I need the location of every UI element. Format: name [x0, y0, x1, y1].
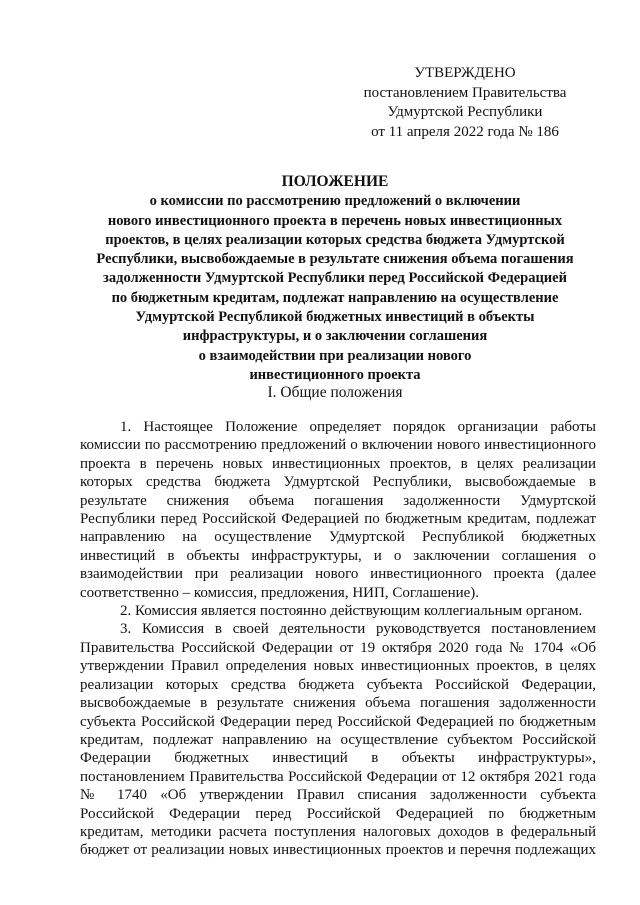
text-line: постановлением Правительства Российской Федерации от 12 октября 2021 года [80, 768, 596, 785]
title-line: Удмуртской Республикой бюджетных инвестиций в объекты [135, 309, 535, 326]
title-line: инфраструктуры, и о заключении соглашения [182, 328, 488, 345]
document-body [80, 418, 596, 860]
text-line: 2. Комиссия является постоянно действующим коллегиальным органом. [120, 603, 583, 620]
text-line: 1. Настоящее Положение определяет порядок организации работы [120, 419, 596, 435]
text-line: бюджет от реализации новых инвестиционных проектов и перечня подлежащих [80, 842, 596, 859]
text-line: реализации которых средства бюджета субъекта Российской Федерации, [80, 676, 596, 693]
text-line: результате снижения объема погашения задолженности Удмуртской [80, 492, 596, 509]
approval-line: Удмуртской Республики [387, 104, 543, 120]
text-line: соответственно – комиссия, предложения, НИП, Соглашение). [80, 584, 480, 601]
title-line: инвестиционного проекта [249, 366, 421, 383]
text-line: высвобождаемые в результате снижения объема погашения задолженности [80, 695, 596, 712]
text-line: Российской Федерации перед Российской Федерацией по бюджетным [80, 805, 596, 822]
title-line: по бюджетным кредитам, подлежат направлению на осуществление [111, 289, 559, 306]
text-line: утверждении Правил определения новых инвестиционных проектов, в целях [80, 658, 596, 675]
text-line: Федерации бюджетных инвестиций в объекты инфраструктуры», [80, 750, 596, 767]
title-heading: ПОЛОЖЕНИЕ [281, 173, 389, 190]
paragraph-1 [80, 418, 596, 602]
title-line: Республики, высвобождаемые в результате снижения объема погашения [96, 251, 574, 268]
text-line: субъекта Российской Федерации перед Российской Федерацией по бюджетным [80, 713, 596, 730]
title-line: нового инвестиционного проекта в перечень новых инвестиционных [107, 212, 563, 229]
text-line: комиссии по рассмотрению предложений о включении нового инвестиционного [80, 437, 596, 454]
text-line: инвестиций в объекты инфраструктуры, и о заключении соглашения о [80, 547, 596, 564]
text-line: взаимодействии при реализации нового инвестиционного проекта (далее [80, 566, 596, 583]
text-line: Республики перед Российской Федерацией по бюджетным кредитам, подлежат [80, 511, 596, 528]
title-line: о взаимодействии при реализации нового [198, 347, 472, 364]
text-line: Правительства Российской Федерации от 19 октября 2020 года № 1704 «Об [80, 639, 596, 656]
title-line: задолженности Удмуртской Республики перед Российской Федерацией [103, 270, 567, 287]
paragraph-3 [80, 620, 596, 859]
text-line: проекта в перечень новых инвестиционных проектов, в целях реализации [80, 455, 596, 472]
paragraph-2 [80, 602, 596, 620]
text-line: кредитам, подлежат направлению на осуществление субъектом Российской [80, 731, 596, 748]
approval-line: УТВЕРЖДЕНО [414, 65, 516, 81]
text-line: № 1740 «Об утверждении Правил списания задолженности субъекта [80, 787, 596, 804]
title-line: о комиссии по рассмотрению предложений о включении [149, 193, 521, 210]
section-title: I. Общие положения [267, 384, 403, 401]
text-line: 3. Комиссия в своей деятельности руководствуется постановлением [120, 621, 596, 638]
title-line: проектов, в целях реализации которых средства бюджета Удмуртской [105, 231, 565, 248]
text-line: кредитам, методики расчета поступления налоговых доходов в федеральный [80, 823, 596, 840]
text-line: направлению на осуществление Удмуртской Республикой бюджетных [80, 529, 596, 546]
approval-stamp [340, 64, 590, 142]
approval-line: постановлением Правительства [363, 84, 567, 101]
document-title [70, 172, 600, 385]
approval-line: от 11 апреля 2022 года № 186 [371, 123, 559, 140]
text-line: которых средства бюджета Удмуртской Республики, высвобождаемые в [80, 474, 596, 491]
